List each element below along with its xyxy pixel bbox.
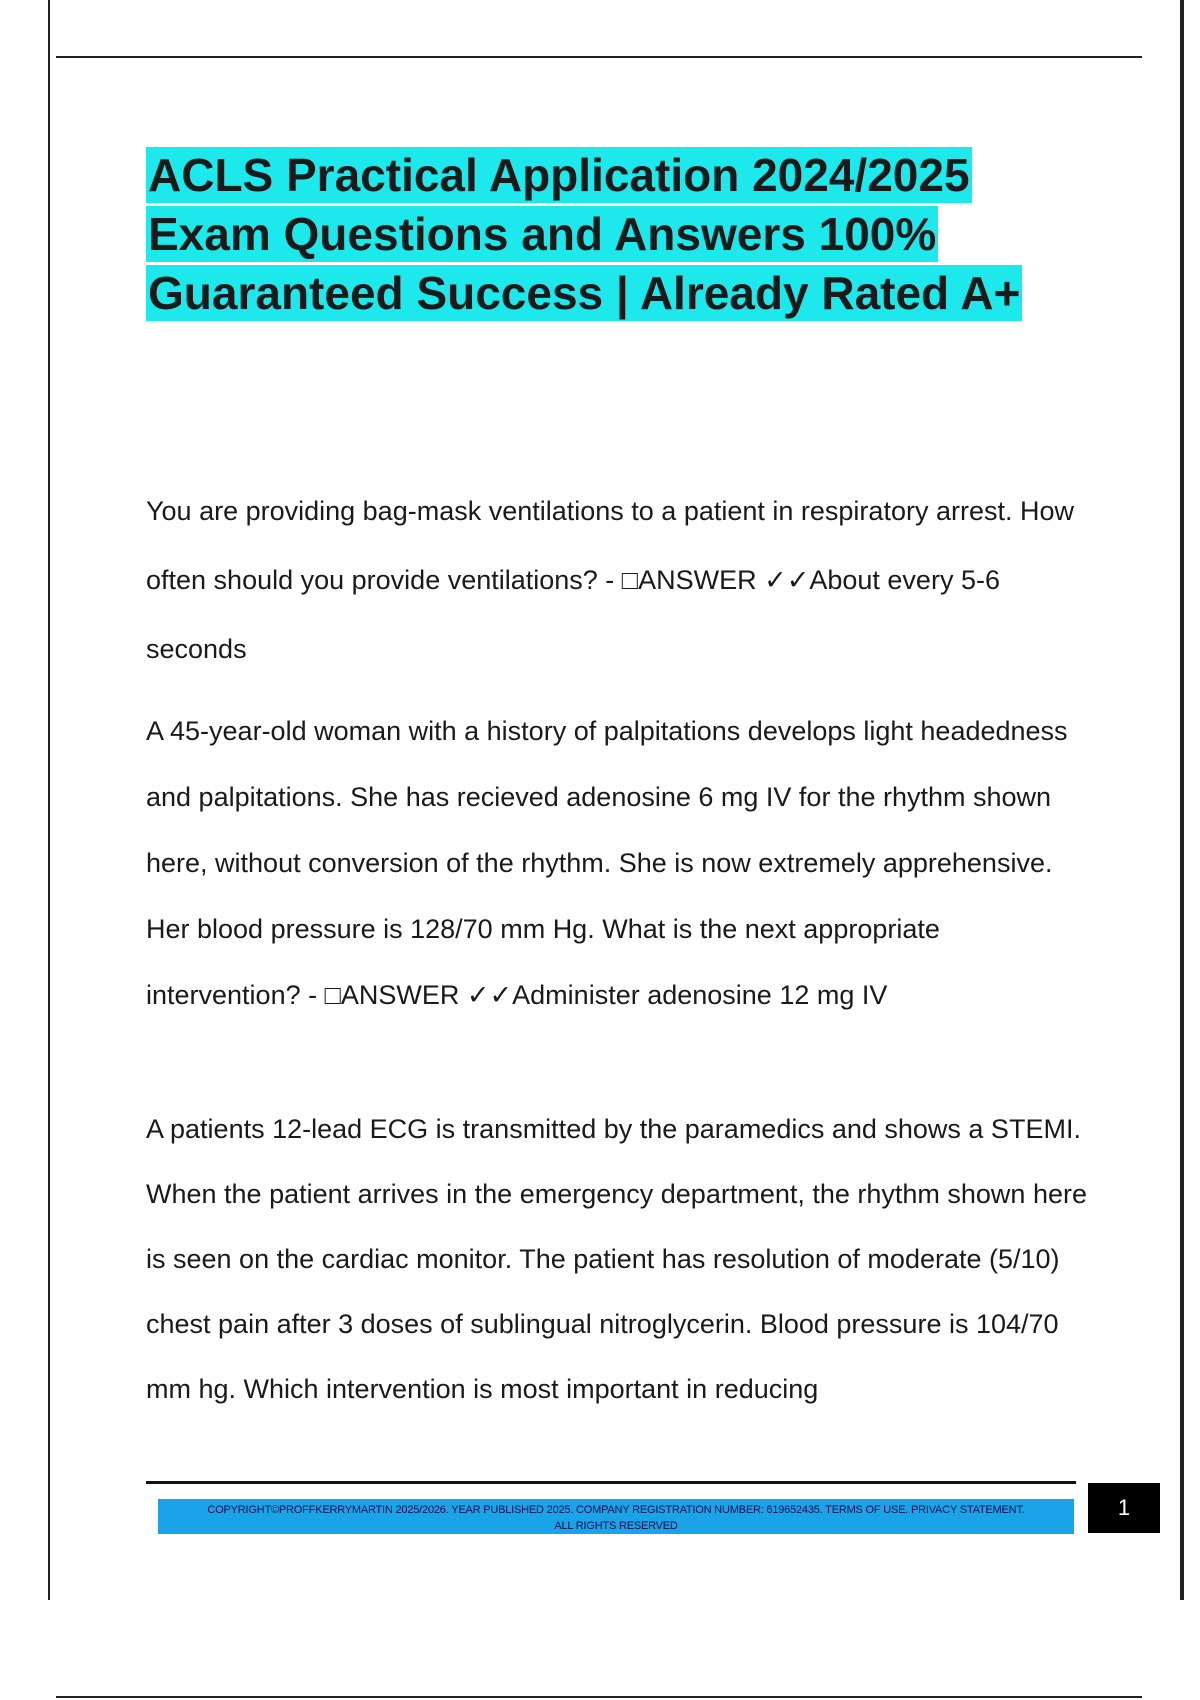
title-line-2: Exam Questions and Answers 100% [148,208,937,260]
title-line-1: ACLS Practical Application 2024/2025 [148,149,970,201]
question-answer-2: A 45-year-old woman with a history of palpitations develops light headedness and palpitations. She has recieved adenosine 6 mg IV for the rhythm shown here, without conversion of the rhythm. She is now extremely apprehensive. Her blood pressure is 128/70 mm Hg. What is the next appropriate intervention? - □ANSWER ✓✓Administer adenosine 12 mg IV [146,716,1068,1010]
title-line-3: Guaranteed Success | Already Rated A+ [148,267,1021,319]
footer-divider [146,1481,1076,1484]
footer-copyright [158,1502,1074,1534]
page-number: 1 [1088,1483,1160,1533]
footer-copyright-line-1: COPYRIGHT©PROFFKERRYMARTIN 2025/2026. YEAR PUBLISHED 2025. COMPANY REGISTRATION NUMBER: 619652435. TERMS OF USE. PRIVACY STATEMENT. [207,1504,1025,1516]
question-answer-1: You are providing bag-mask ventilations to a patient in respiratory arrest. How often should you provide ventilations? - □ANSWER ✓✓About every 5-6 seconds [146,496,1074,664]
document-title [146,146,1146,323]
question-answer-3: A patients 12-lead ECG is transmitted by the paramedics and shows a STEMI. When the patient arrives in the emergency department, the rhythm shown here is seen on the cardiac monitor. The patient has resolution of moderate (5/10) chest pain after 3 doses of sublingual nitroglycerin. Blood pressure is 104/70 mm hg. Which intervention is most important in reducing [146,1114,1087,1404]
bottom-divider [56,1696,1142,1698]
page-border-left [48,0,50,1600]
footer-copyright-line-2: ALL RIGHTS RESERVED [554,1520,678,1532]
top-divider [56,56,1142,58]
page-border-right [1180,0,1184,1600]
